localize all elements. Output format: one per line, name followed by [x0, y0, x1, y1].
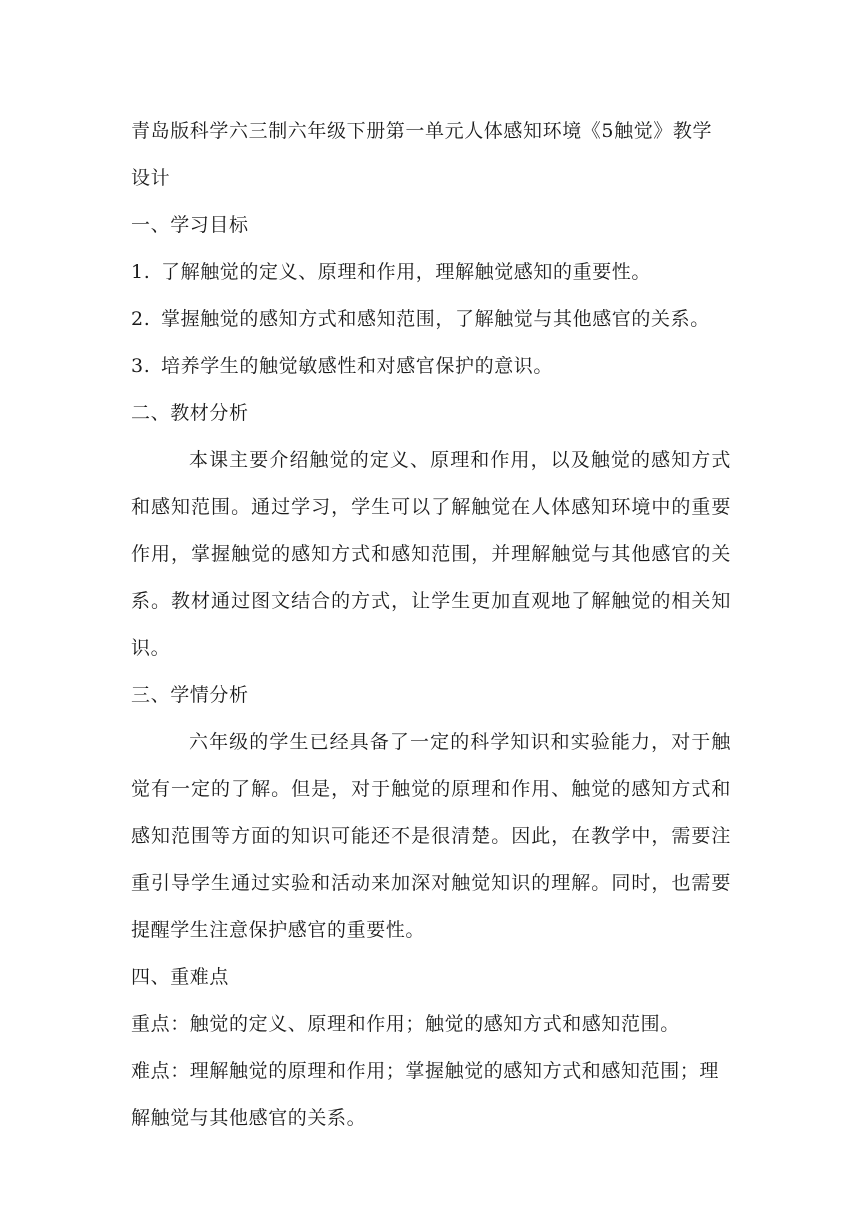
list-item-number: 3. [131, 355, 151, 377]
document-title: 青岛版科学六三制六年级下册第一单元人体感知环境《5触觉》教学设计 [131, 120, 713, 189]
difficulty-text: 难点：理解触觉的原理和作用；掌握触觉的感知方式和感知范围；理解触觉与其他感官的关系。 [131, 1060, 720, 1129]
section-heading-student-analysis: 三、学情分析 [131, 684, 249, 706]
student-analysis-paragraph: 六年级的学生已经具备了一定的科学知识和实验能力，对于触觉有一定的了解。但是，对于触觉的原理和作用、触觉的感知方式和感知范围等方面的知识可能还不是很清楚。因此，在教学中，需要注重引导学生通过实验和活动来加深对触觉知识的理解。同时，也需要提醒学生注意保护感官的重要性。 [131, 731, 731, 941]
list-item-text: 培养学生的触觉敏感性和对感官保护的意识。 [161, 355, 554, 377]
list-item-number: 2. [131, 308, 151, 330]
document-page [131, 108, 731, 1142]
textbook-analysis-paragraph: 本课主要介绍触觉的定义、原理和作用，以及触觉的感知方式和感知范围。通过学习，学生可以了解触觉在人体感知环境中的重要作用，掌握触觉的感知方式和感知范围，并理解触觉与其他感官的关系。教材通过图文结合的方式，让学生更加直观地了解触觉的相关知识。 [131, 449, 731, 659]
section-heading-learning-goals: 一、学习目标 [131, 214, 249, 236]
list-item-number: 1. [131, 261, 151, 283]
list-item [131, 343, 731, 390]
list-item-text: 掌握触觉的感知方式和感知范围，了解触觉与其他感官的关系。 [161, 308, 710, 330]
key-point-text: 重点：触觉的定义、原理和作用；触觉的感知方式和感知范围。 [131, 1013, 680, 1035]
section-heading-key-difficult-points: 四、重难点 [131, 966, 230, 988]
list-item-text: 了解触觉的定义、原理和作用，理解触觉感知的重要性。 [161, 261, 652, 283]
list-item [131, 249, 731, 296]
section-heading-textbook-analysis: 二、教材分析 [131, 402, 249, 424]
list-item [131, 296, 731, 343]
